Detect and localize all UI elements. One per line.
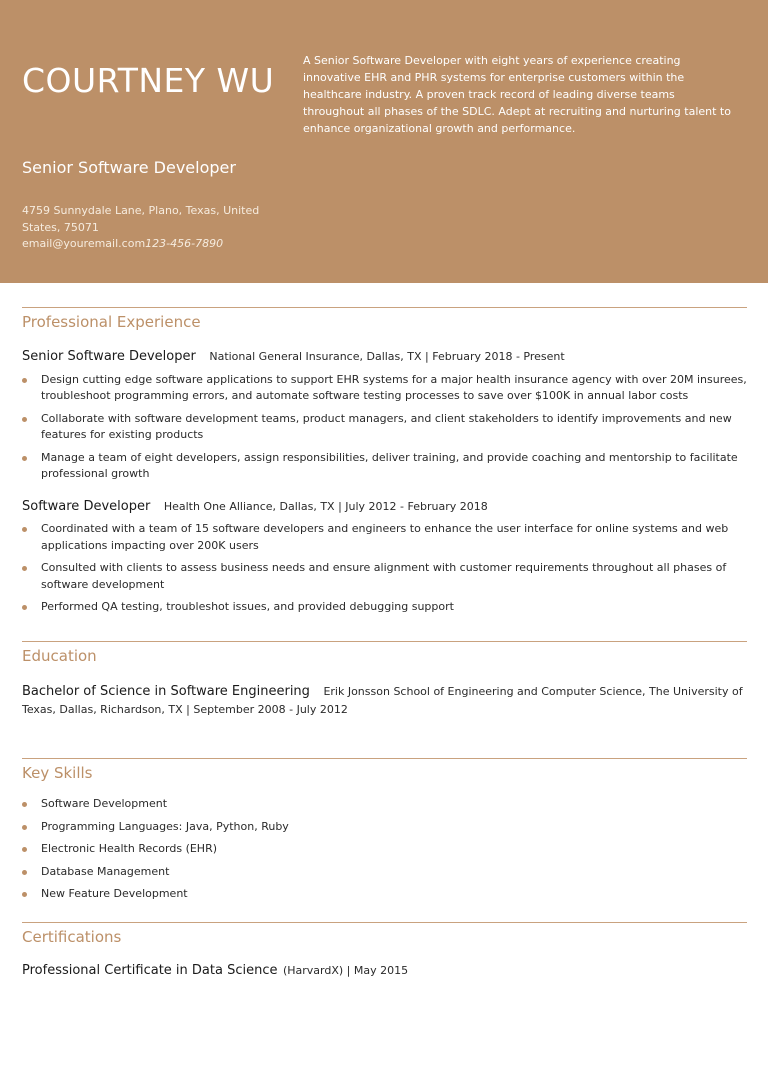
candidate-name: COURTNEY WU: [22, 61, 275, 100]
email: email@youremail.com: [22, 237, 146, 250]
list-item: Manage a team of eight developers, assign responsibilities, deliver training, and provide coaching and mentorship to facilitate professional growth: [22, 450, 747, 483]
section-title-certifications: Certifications: [22, 928, 122, 946]
list-item: Programming Languages: Java, Python, Ruby: [22, 819, 747, 836]
bullet-dot-icon: [22, 566, 27, 571]
job-entry-header: [22, 349, 747, 366]
job-entry-header: [22, 499, 747, 516]
list-item: Performed QA testing, troubleshot issues, and provided debugging support: [22, 599, 747, 616]
section-skills: [22, 758, 747, 903]
list-item: Design cutting edge software applications to support EHR systems for a major health insurance agency with over 20M insurees, troubleshoot programming errors, and automate software testing processes to save over $100K in annual labor costs: [22, 372, 747, 405]
certification-name: Professional Certificate in Data Science: [22, 963, 278, 978]
job-meta: Health One Alliance, Dallas, TX | July 2012 - February 2018: [163, 499, 488, 513]
address: 4759 Sunnydale Lane, Plano, Texas, United States, 75071: [22, 204, 260, 234]
list-item: New Feature Development: [22, 886, 747, 903]
bullet-dot-icon: [22, 605, 27, 610]
skills-list: [22, 796, 747, 903]
section-certifications: [22, 922, 747, 980]
bullet-dot-icon: [22, 378, 27, 383]
section-experience: [22, 307, 747, 616]
list-item: Electronic Health Records (EHR): [22, 841, 747, 858]
job-bullets: [22, 521, 747, 616]
section-title-education: Education: [22, 647, 97, 665]
education-meta: Erik Jonsson School of Engineering and Computer Science, The University of Texas, Dallas, Richardson, TX | September 2008 - July 2012: [22, 685, 743, 716]
bullet-dot-icon: [22, 527, 27, 532]
bullet-dot-icon: [22, 802, 27, 807]
resume-header: [0, 0, 768, 283]
profile-summary: A Senior Software Developer with eight years of experience creating innovative EHR and PHR systems for enterprise customers within the healthcare industry. A proven track record of leading diverse teams throughout all phases of the SDLC. Adept at recruiting and nurturing talent to enhance organizational growth and performance.: [303, 54, 731, 135]
certification-entry: [22, 963, 747, 980]
list-item: Collaborate with software development teams, product managers, and client stakeholders to identify improvements and new features for existing products: [22, 411, 747, 444]
contact-info: [22, 203, 262, 253]
bullet-dot-icon: [22, 847, 27, 852]
job-meta: National General Insurance, Dallas, TX | February 2018 - Present: [209, 350, 565, 363]
bullet-dot-icon: [22, 825, 27, 830]
candidate-job-title: Senior Software Developer: [22, 158, 236, 177]
bullet-dot-icon: [22, 417, 27, 422]
education-entry: [22, 683, 747, 719]
job-title: Senior Software Developer: [22, 349, 196, 364]
section-title-experience: Professional Experience: [22, 313, 201, 331]
certification-meta: (HarvardX) | May 2015: [282, 964, 409, 977]
degree-title: Bachelor of Science in Software Engineering: [22, 684, 310, 699]
list-item: Software Development: [22, 796, 747, 813]
job-bullets: [22, 372, 747, 483]
bullet-dot-icon: [22, 870, 27, 875]
list-item: Coordinated with a team of 15 software developers and engineers to enhance the user interface for online systems and web applications impacting over 200K users: [22, 521, 747, 554]
section-education: [22, 641, 747, 719]
job-title: Software Developer: [22, 498, 151, 514]
section-title-skills: Key Skills: [22, 764, 93, 782]
list-item: Consulted with clients to assess business needs and ensure alignment with customer requirements throughout all phases of software development: [22, 560, 747, 593]
phone: 123-456-7890: [145, 237, 224, 250]
bullet-dot-icon: [22, 892, 27, 897]
list-item: Database Management: [22, 864, 747, 881]
bullet-dot-icon: [22, 456, 27, 461]
